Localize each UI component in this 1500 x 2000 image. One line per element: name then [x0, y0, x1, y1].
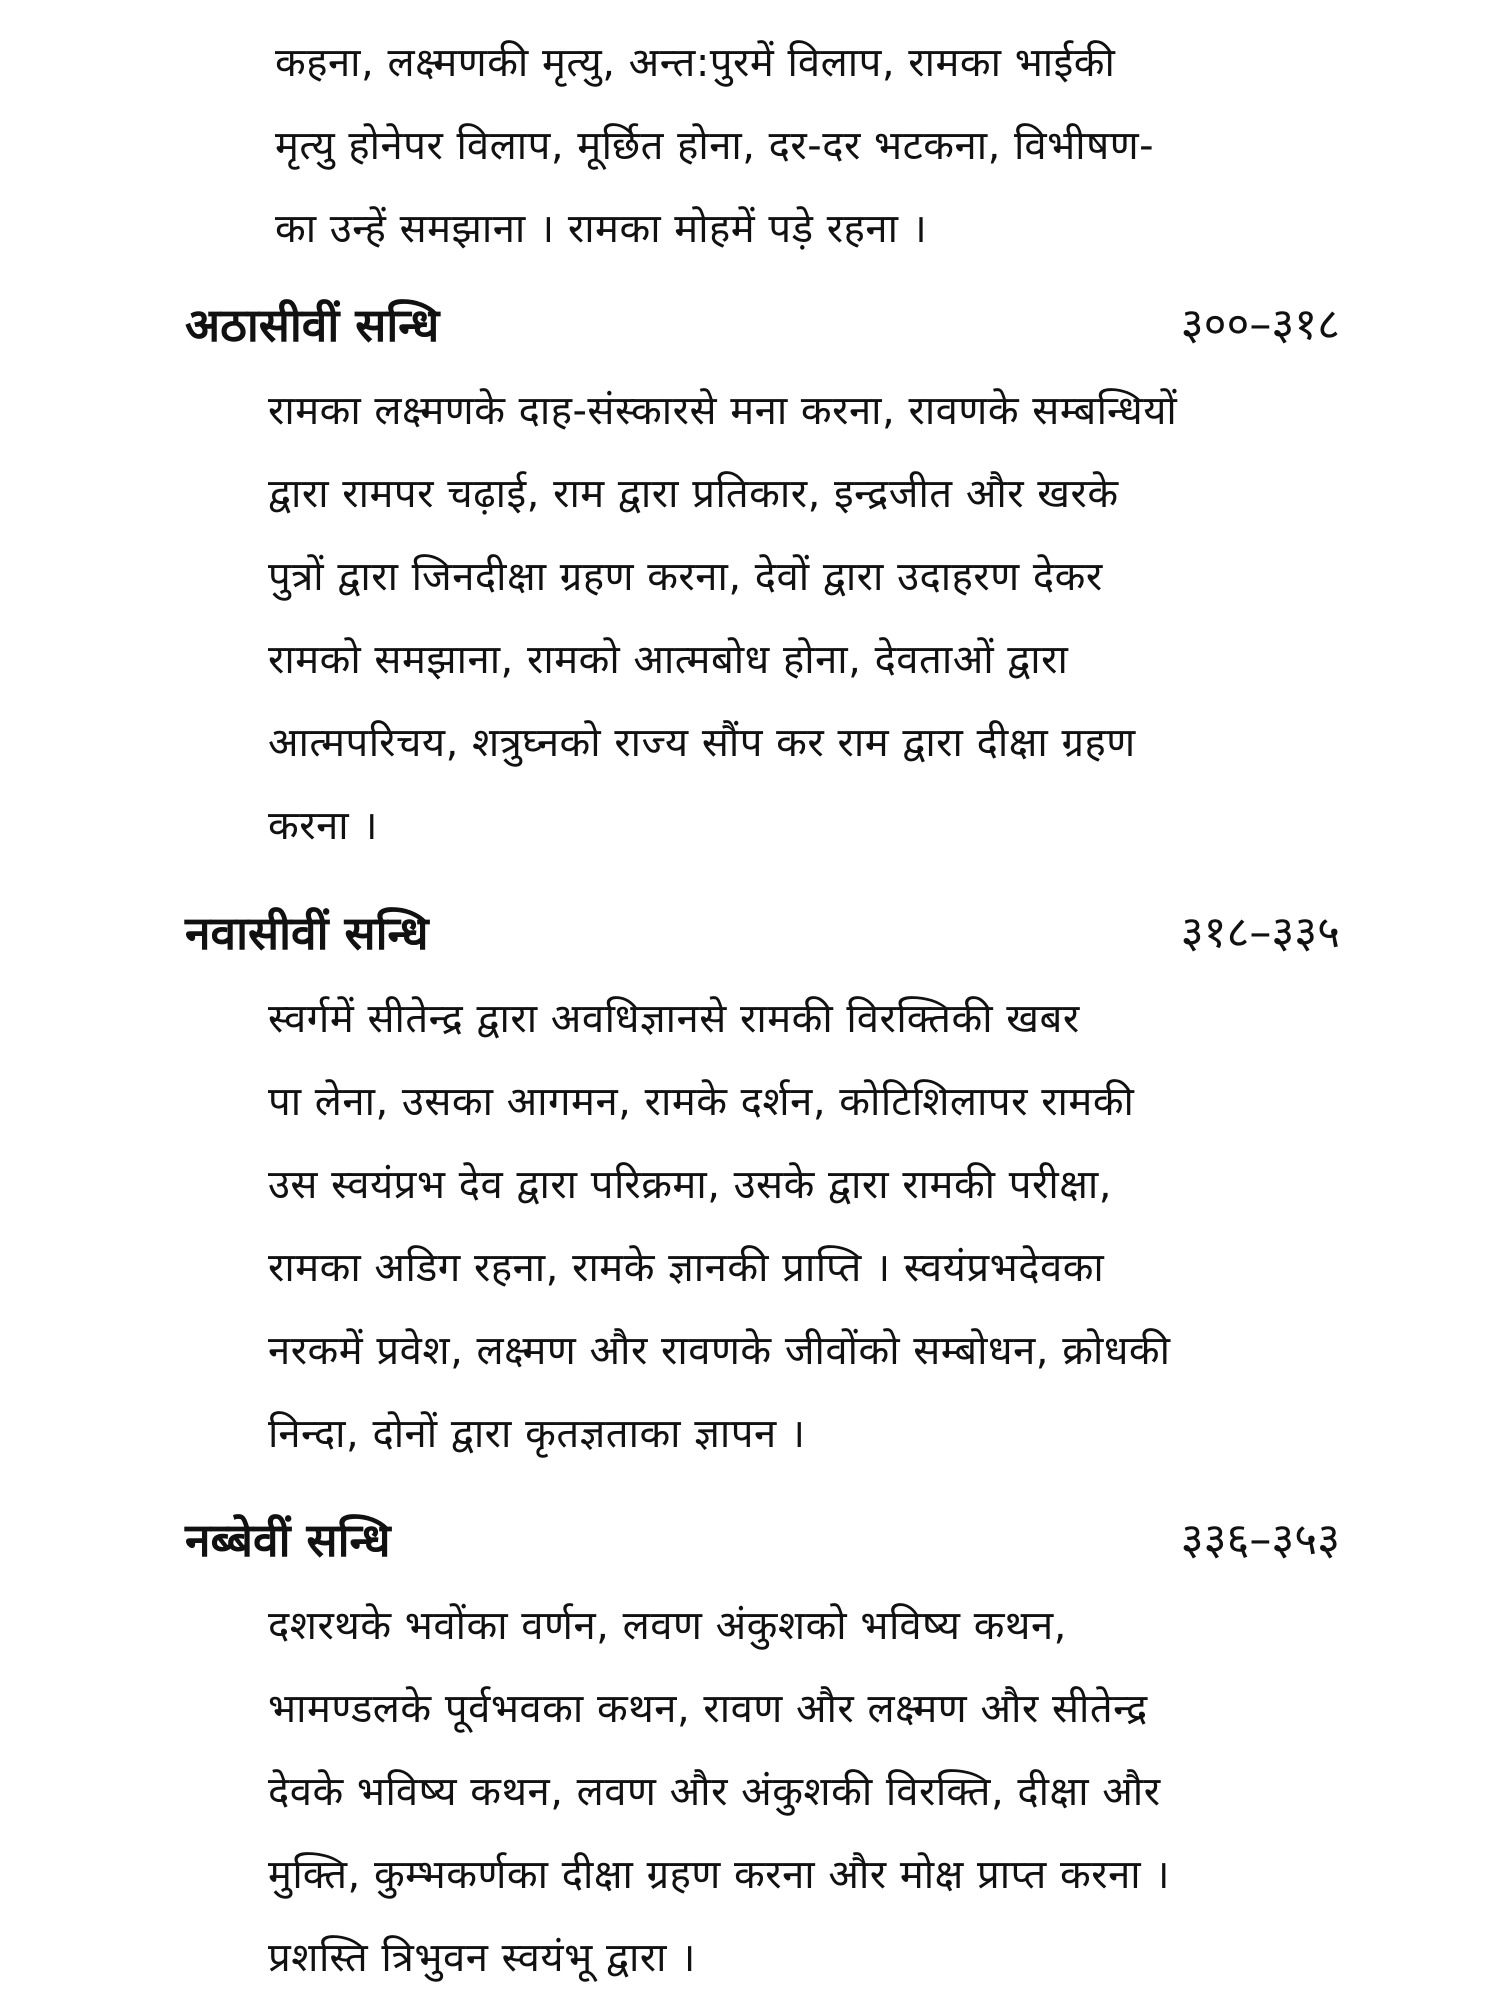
section-title: अठासीवीं सन्धि	[185, 298, 440, 352]
section-summary	[268, 978, 1288, 1476]
paragraph-line: का उन्हें समझाना । रामका मोहमें पड़े रहना ।	[275, 206, 928, 252]
paragraph-line: रामको समझाना, रामको आत्मबोध होना, देवताओं द्वारा	[268, 637, 1069, 683]
paragraph-line: पा लेना, उसका आगमन, रामके दर्शन, कोटिशिलापर रामकी	[268, 1079, 1135, 1125]
paragraph-line: प्रशस्ति त्रिभुवन स्वयंभू द्वारा ।	[268, 1935, 696, 1981]
section-page-range: ३१८–३३५	[1180, 907, 1340, 958]
paragraph-line: नरकमें प्रवेश, लक्ष्मण और रावणके जीवोंको सम्बोधन, क्रोधकी	[268, 1328, 1171, 1374]
section-89	[0, 888, 1500, 1476]
paragraph-line: भामण्डलके पूर्वभवका कथन, रावण और लक्ष्मण और सीतेन्द्र	[268, 1686, 1148, 1732]
section-heading	[0, 280, 1500, 370]
section-summary	[268, 1585, 1288, 2000]
paragraph-line: निन्दा, दोनों द्वारा कृतज्ञताका ज्ञापन ।	[268, 1411, 806, 1457]
paragraph-line: मृत्यु होनेपर विलाप, मूर्छित होना, दर-दर भटकना, विभीषण-	[275, 123, 1155, 169]
paragraph-line: रामका लक्ष्मणके दाह-संस्कारसे मना करना, रावणके सम्बन्धियों	[268, 388, 1178, 434]
section-heading	[0, 888, 1500, 978]
paragraph-line: उस स्वयंप्रभ देव द्वारा परिक्रमा, उसके द्वारा रामकी परीक्षा,	[268, 1162, 1112, 1208]
section-88	[0, 280, 1500, 868]
paragraph-line: द्वारा रामपर चढ़ाई, राम द्वारा प्रतिकार, इन्द्रजीत और खरके	[268, 471, 1119, 517]
paragraph-line: पुत्रों द्वारा जिनदीक्षा ग्रहण करना, देवों द्वारा उदाहरण देकर	[268, 554, 1103, 600]
section-page-range: ३००–३१८	[1180, 299, 1340, 350]
continuation-paragraph	[275, 22, 1285, 271]
section-summary	[268, 370, 1288, 868]
section-page-range: ३३६–३५३	[1180, 1514, 1340, 1565]
paragraph-line: करना ।	[268, 803, 379, 849]
section-title: नवासीवीं सन्धि	[185, 906, 429, 960]
paragraph-line: मुक्ति, कुम्भकर्णका दीक्षा ग्रहण करना और मोक्ष प्राप्त करना ।	[268, 1852, 1171, 1898]
paragraph-line: दशरथके भवोंका वर्णन, लवण अंकुशको भविष्य कथन,	[268, 1603, 1067, 1649]
section-title: नब्बेवीं सन्धि	[185, 1513, 391, 1567]
paragraph-line: देवके भविष्य कथन, लवण और अंकुशकी विरक्ति, दीक्षा और	[268, 1769, 1161, 1815]
section-heading	[0, 1495, 1500, 1585]
section-90	[0, 1495, 1500, 2000]
paragraph-line: स्वर्गमें सीतेन्द्र द्वारा अवधिज्ञानसे रामकी विरक्तिकी खबर	[268, 996, 1080, 1042]
paragraph-line: रामका अडिग रहना, रामके ज्ञानकी प्राप्ति । स्वयंप्रभदेवका	[268, 1245, 1105, 1291]
paragraph-line: कहना, लक्ष्मणकी मृत्यु, अन्त:पुरमें विलाप, रामका भाईकी	[275, 40, 1116, 86]
paragraph-line: आत्मपरिचय, शत्रुघ्नको राज्य सौंप कर राम द्वारा दीक्षा ग्रहण	[268, 720, 1136, 766]
